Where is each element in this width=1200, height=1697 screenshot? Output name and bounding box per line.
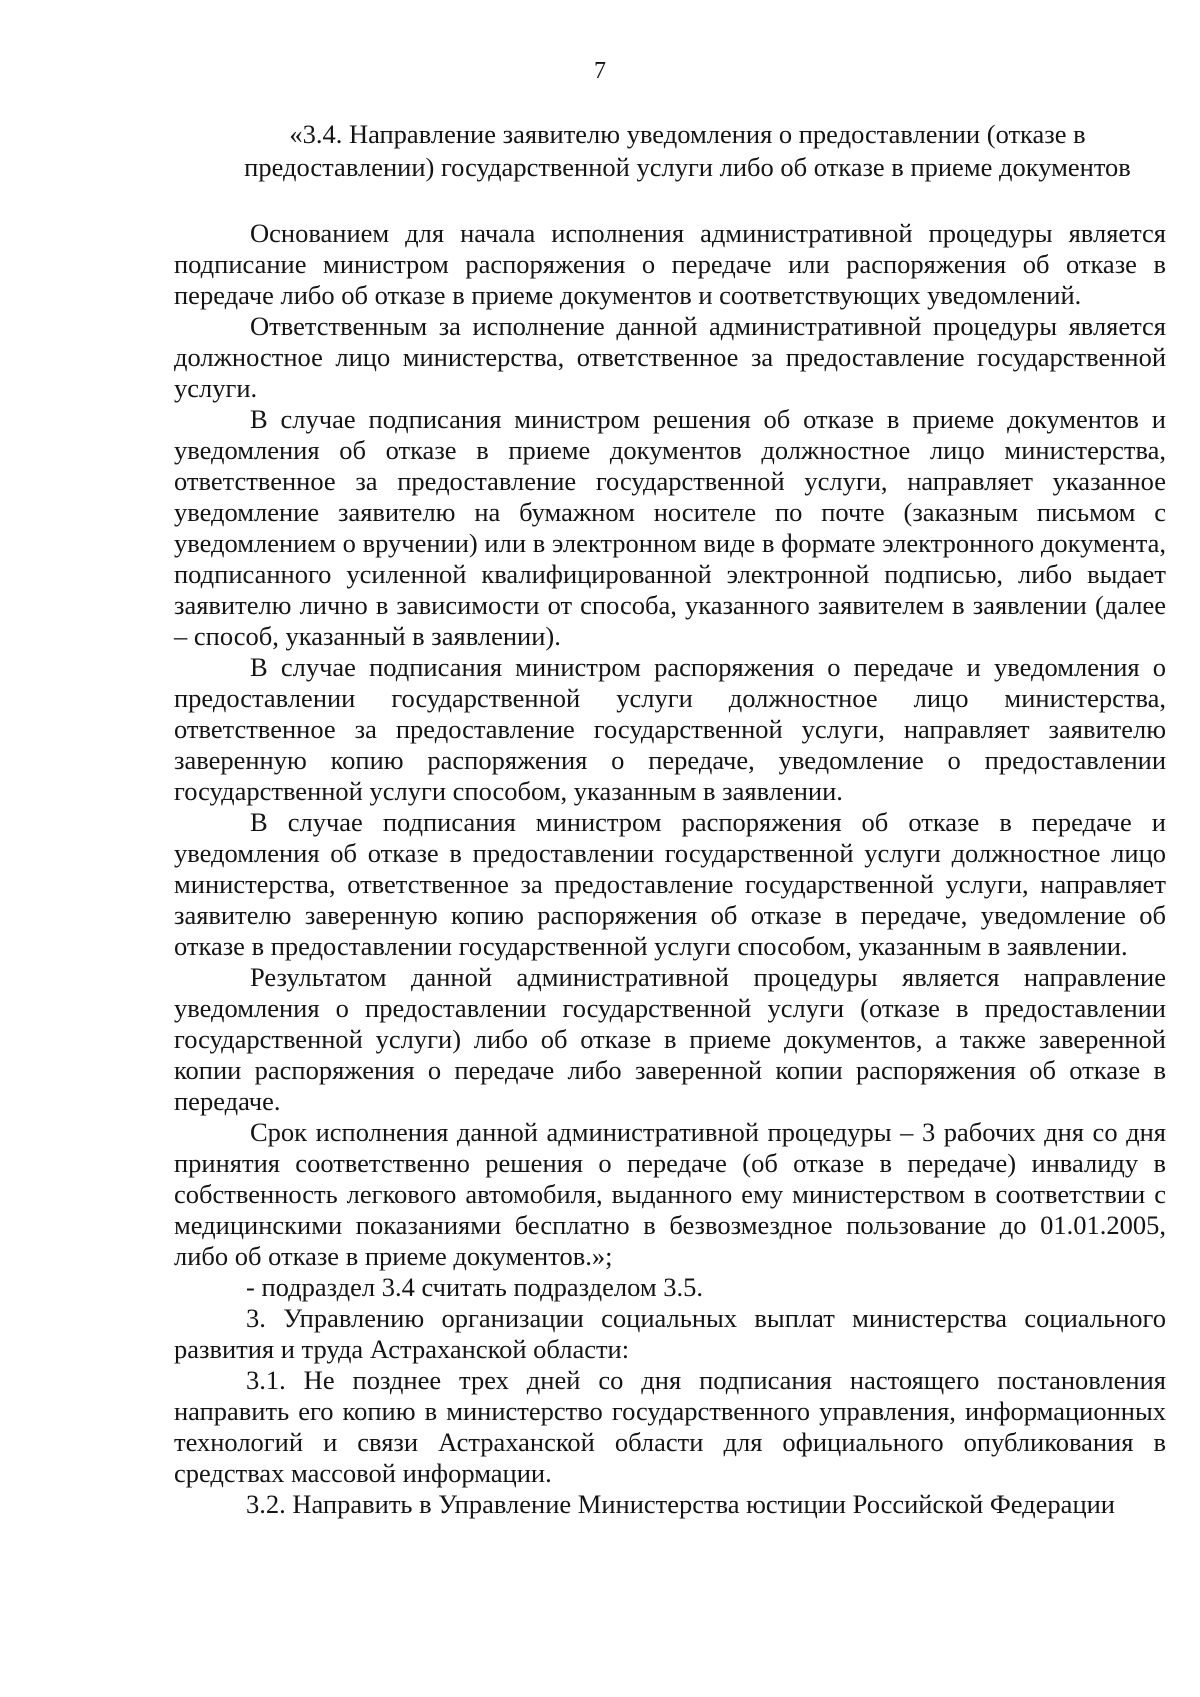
document-body — [174, 218, 1166, 1520]
paragraph-refusal-reception: В случае подписания министром решения об отказе в приеме документов и уведомления об отказе в приеме документов должностное лицо министерства, ответственное за предоставление государственной услуги, направляет указанное уведомление заявителю на бумажном носителе по почте (заказным письмом с уведомлением о вручении) или в электронном виде в формате электронного документа, подписанного усиленной квалифицированной электронной подписью, либо выдает заявителю лично в зависимости от способа, указанного заявителем в заявлении (далее – способ, указанный в заявлении). — [174, 404, 1166, 651]
paragraph-item-3-2: 3.2. Направить в Управление Министерства юстиции Российской Федерации — [246, 1489, 1115, 1519]
page-number: 7 — [594, 58, 606, 84]
paragraph-subsection-rename: - подраздел 3.4 считать подразделом 3.5. — [246, 1272, 703, 1302]
paragraph-deadline: Срок исполнения данной административной процедуры – 3 рабочих дня со дня принятия соответственно решения о передаче (об отказе в передаче) инвалиду в собственность легкового автомобиля, выданного ему министерством в соответствии с медицинскими показаниями бесплатно в безвозмездное пользование до 01.01.2005, либо об отказе в приеме документов.»; — [174, 1117, 1166, 1271]
paragraph-transfer-granted: В случае подписания министром распоряжения о передаче и уведомления о предоставлении государственной услуги должностное лицо министерства, ответственное за предоставление государственной услуги, направляет заявителю заверенную копию распоряжения о передаче, уведомление о предоставлении государственной услуги способом, указанным в заявлении. — [174, 652, 1166, 806]
paragraph-item-3: 3. Управлению организации социальных выплат министерства социального развития и труда Астраханской области: — [174, 1303, 1166, 1364]
paragraph-responsible: Ответственным за исполнение данной административной процедуры является должностное лицо министерства, ответственное за предоставление государственной услуги. — [174, 311, 1166, 403]
paragraph-transfer-refused: В случае подписания министром распоряжения об отказе в передаче и уведомления об отказе в предоставлении государственной услуги должностное лицо министерства, ответственное за предоставление государственной услуги, направляет заявителю заверенную копию распоряжения об отказе в передаче, уведомление об отказе в предоставлении государственной услуги способом, указанным в заявлении. — [174, 807, 1166, 961]
paragraph-item-3-1: 3.1. Не позднее трех дней со дня подписания настоящего постановления направить его копию в министерство государственного управления, информационных технологий и связи Астраханской области для официального опубликования в средствах массовой информации. — [174, 1365, 1166, 1488]
section-heading: «3.4. Направление заявителю уведомления о предоставлении (отказе в предоставлении) государственной услуги либо об отказе в приеме документов — [244, 119, 1131, 182]
paragraph-basis: Основанием для начала исполнения административной процедуры является подписание министром распоряжения о передаче или распоряжения об отказе в передаче либо об отказе в приеме документов и соответствующих уведомлений. — [174, 218, 1166, 310]
paragraph-result: Результатом данной административной процедуры является направление уведомления о предоставлении государственной услуги (отказе в предоставлении государственной услуги) либо об отказе в приеме документов, а также заверенной копии распоряжения о передаче либо заверенной копии распоряжения об отказе в передаче. — [174, 962, 1166, 1116]
